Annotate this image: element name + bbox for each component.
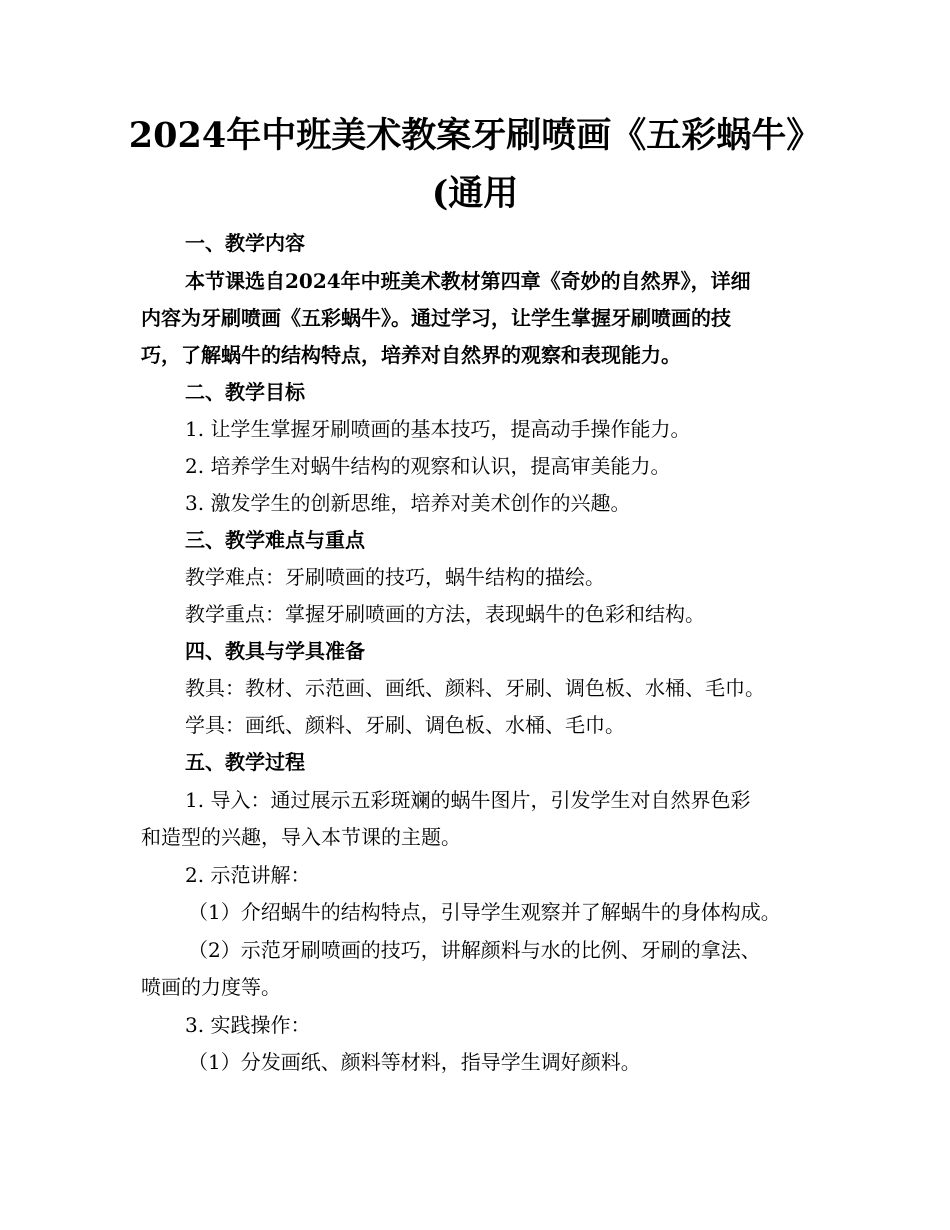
list-item: 2. 示范讲解：: [185, 863, 311, 887]
paragraph-line: 教学难点：牙刷喷画的技巧，蜗牛结构的描绘。: [185, 565, 605, 589]
section-heading-key-points: 三、教学难点与重点: [185, 528, 365, 552]
section-heading-content: 一、教学内容: [185, 231, 305, 255]
paragraph-line: 巧，了解蜗牛的结构特点，培养对自然界的观察和表现能力。: [141, 343, 681, 367]
list-item: 3. 激发学生的创新思维，培养对美术创作的兴趣。: [185, 491, 631, 515]
paragraph-line: 内容为牙刷喷画《五彩蜗牛》。通过学习，让学生掌握牙刷喷画的技: [141, 306, 731, 330]
paragraph-line: 学具：画纸、颜料、牙刷、调色板、水桶、毛巾。: [185, 713, 625, 737]
sub-list-item-continuation: 喷画的力度等。: [141, 975, 281, 999]
list-item: 3. 实践操作：: [185, 1013, 311, 1037]
section-heading-process: 五、教学过程: [185, 750, 305, 774]
document-title-line-1: 2024年中班美术教案牙刷喷画《五彩蜗牛》: [128, 115, 822, 156]
list-item: 2. 培养学生对蜗牛结构的观察和认识，提高审美能力。: [185, 454, 671, 478]
document-title-line-2: (通用: [431, 173, 519, 214]
sub-list-item: （2）示范牙刷喷画的技巧，讲解颜料与水的比例、牙刷的拿法、: [188, 938, 761, 962]
section-heading-materials: 四、教具与学具准备: [185, 639, 365, 663]
list-item-continuation: 和造型的兴趣，导入本节课的主题。: [141, 825, 461, 849]
list-item: 1. 让学生掌握牙刷喷画的基本技巧，提高动手操作能力。: [185, 417, 691, 441]
sub-list-item: （1）介绍蜗牛的结构特点，引导学生观察并了解蜗牛的身体构成。: [188, 900, 781, 924]
section-heading-goals: 二、教学目标: [185, 380, 305, 404]
paragraph-line: 本节课选自2024年中班美术教材第四章《奇妙的自然界》，详细: [185, 269, 751, 293]
paragraph-line: 教学重点：掌握牙刷喷画的方法，表现蜗牛的色彩和结构。: [185, 602, 705, 626]
sub-list-item: （1）分发画纸、颜料等材料，指导学生调好颜料。: [188, 1050, 641, 1074]
paragraph-line: 教具：教材、示范画、画纸、颜料、牙刷、调色板、水桶、毛巾。: [185, 676, 765, 700]
list-item: 1. 导入：通过展示五彩斑斓的蜗牛图片，引发学生对自然界色彩: [185, 788, 751, 812]
